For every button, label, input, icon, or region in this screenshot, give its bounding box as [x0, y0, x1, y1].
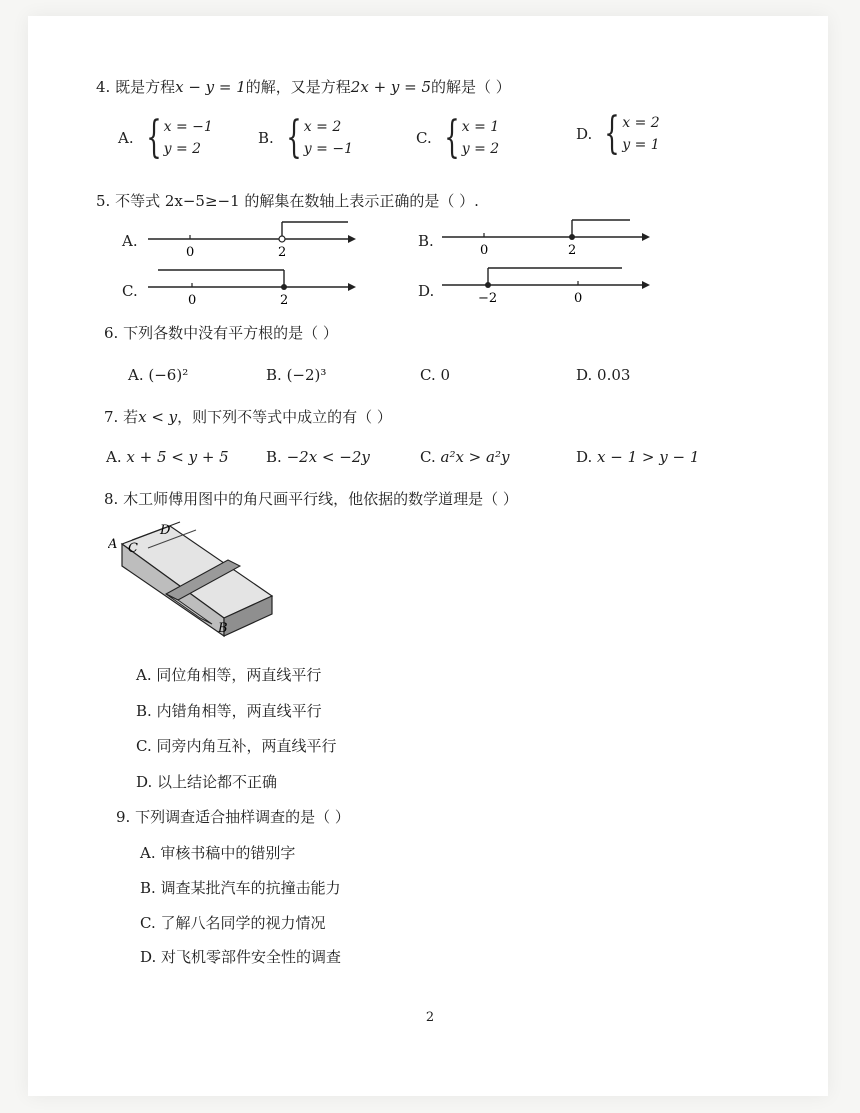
q5-option-d-numberline[interactable]: [442, 260, 662, 314]
q6-option-a-label: A.: [128, 366, 144, 384]
brace-icon: {: [145, 112, 162, 163]
question-8-stem: 8. 木工师傅用图中的角尺画平行线，他依据的数学道理是（ ）: [104, 490, 518, 508]
q8-option-c-text: 同旁内角互补，两直线平行: [156, 737, 337, 755]
q7-option-a[interactable]: [106, 448, 229, 466]
q9-option-d[interactable]: [140, 946, 341, 967]
brace-icon: {: [604, 108, 620, 159]
q4-option-a[interactable]: [118, 112, 213, 163]
q5a-tick-0: 0: [186, 245, 195, 260]
q5b-tick-0: 0: [480, 243, 489, 258]
q5c-tick-2: 2: [280, 293, 289, 308]
q6-option-c-label: C.: [420, 366, 436, 384]
q4-stem-suffix: 的解是（ ）: [431, 78, 511, 96]
q8-option-d[interactable]: [136, 771, 277, 792]
q9-option-d-text: 对飞机零部件安全性的调查: [161, 948, 342, 966]
figure-label-d: D: [160, 523, 171, 538]
q4-option-b[interactable]: [258, 112, 353, 163]
q9-option-a-label: A.: [140, 844, 156, 862]
q7-option-b[interactable]: [266, 448, 370, 466]
q7-option-d[interactable]: [576, 448, 699, 466]
question-9-stem: 9. 下列调查适合抽样调查的是（ ）: [116, 808, 350, 826]
q4-option-d-label: D.: [576, 125, 593, 143]
q5d-tick-0: 0: [574, 291, 583, 306]
q4-stem-prefix: 4. 既是方程: [96, 78, 176, 96]
q5-option-c-label[interactable]: C.: [122, 282, 138, 300]
question-4-stem: [96, 76, 511, 97]
q7-option-c[interactable]: [420, 448, 509, 466]
q6-option-b[interactable]: [266, 366, 326, 384]
question-6-stem: 6. 下列各数中没有平方根的是（ ）: [104, 324, 338, 342]
q4-equation-2: 2x + y = 5: [350, 78, 432, 96]
q6-option-c-text: 0: [440, 366, 451, 384]
q4-option-a-line1: x = −1: [163, 119, 213, 135]
q7-option-b-label: B.: [266, 448, 282, 466]
q7-option-a-text: x + 5 < y + 5: [126, 448, 229, 466]
q4-option-a-label: A.: [118, 129, 134, 147]
q5d-tick-neg2: −2: [478, 291, 498, 306]
q6-option-b-label: B.: [266, 366, 282, 384]
q8-option-d-text: 以上结论都不正确: [157, 773, 278, 791]
q8-option-c-label: C.: [136, 737, 152, 755]
q8-option-c[interactable]: [136, 735, 337, 756]
q9-option-c-label: C.: [140, 914, 156, 932]
q7-stem-suffix: ，则下列不等式中成立的有（ ）: [177, 408, 392, 426]
q4-option-b-line2: y = −1: [303, 141, 353, 157]
figure-label-c: C: [128, 541, 138, 556]
q9-option-c[interactable]: [140, 912, 326, 933]
q4-option-c-line2: y = 2: [461, 141, 500, 157]
q9-option-a-text: 审核书稿中的错别字: [160, 844, 296, 862]
q5-option-c-numberline[interactable]: [148, 262, 368, 316]
q7-condition: x < y: [138, 408, 178, 426]
q6-option-a[interactable]: [128, 366, 188, 384]
q9-option-d-label: D.: [140, 948, 157, 966]
q7-option-c-label: C.: [420, 448, 436, 466]
q4-option-d-line2: y = 1: [622, 137, 660, 153]
q5a-tick-2: 2: [278, 245, 287, 260]
q5b-tick-2: 2: [568, 243, 577, 258]
q7-option-d-text: x − 1 > y − 1: [597, 448, 700, 466]
q6-option-d-text: 0.03: [597, 366, 631, 384]
figure-label-b: B: [218, 621, 228, 636]
figure-label-a: A: [108, 537, 118, 552]
q8-option-a-text: 同位角相等，两直线平行: [156, 666, 322, 684]
question-7-stem: [104, 406, 392, 427]
q5-option-b-label[interactable]: B.: [418, 232, 434, 250]
q4-option-d-line1: x = 2: [622, 115, 660, 131]
question-5-stem: 5. 不等式 2x−5≥−1 的解集在数轴上表示正确的是（ ）.: [96, 192, 479, 210]
q9-option-b-text: 调查某批汽车的抗撞击能力: [160, 879, 341, 897]
q5-option-a-numberline[interactable]: [148, 214, 368, 268]
page-number: 2: [425, 1010, 435, 1025]
q4-equation-1: x − y = 1: [175, 78, 246, 96]
q6-option-c[interactable]: [420, 366, 450, 384]
q4-option-b-label: B.: [258, 129, 274, 147]
q8-option-b[interactable]: [136, 700, 322, 721]
q6-option-b-text: (−2)³: [286, 366, 327, 384]
q8-option-b-label: B.: [136, 702, 152, 720]
q9-option-b[interactable]: [140, 877, 341, 898]
q8-option-d-label: D.: [136, 773, 153, 791]
q4-stem-mid: 的解，又是方程: [245, 78, 351, 96]
q5-option-b-numberline[interactable]: [442, 212, 662, 266]
q8-carpenter-square-figure: [108, 518, 278, 642]
q8-option-b-text: 内错角相等，两直线平行: [156, 702, 322, 720]
q4-option-c-label: C.: [416, 129, 432, 147]
q4-option-c[interactable]: [416, 112, 500, 163]
q7-stem-prefix: 7. 若: [104, 408, 139, 426]
q8-option-a-label: A.: [136, 666, 152, 684]
q4-option-a-line2: y = 2: [163, 141, 202, 157]
q5-option-d-label[interactable]: D.: [418, 282, 435, 300]
q6-option-d-label: D.: [576, 366, 593, 384]
q6-option-d[interactable]: [576, 366, 630, 384]
q5c-tick-0: 0: [188, 293, 197, 308]
q6-option-a-text: (−6)²: [148, 366, 189, 384]
q9-option-a[interactable]: [140, 842, 295, 863]
q9-option-b-label: B.: [140, 879, 156, 897]
brace-icon: {: [286, 112, 302, 163]
q4-option-b-line1: x = 2: [303, 119, 342, 135]
q4-option-c-line1: x = 1: [461, 119, 500, 135]
brace-icon: {: [444, 112, 460, 163]
q7-option-b-text: −2x < −2y: [286, 448, 370, 466]
q5-option-a-label[interactable]: A.: [122, 232, 138, 250]
q4-option-d[interactable]: [576, 108, 660, 159]
q7-option-c-text: a²x > a²y: [440, 448, 510, 466]
q9-option-c-text: 了解八名同学的视力情况: [160, 914, 326, 932]
q7-option-d-label: D.: [576, 448, 593, 466]
q8-option-a[interactable]: [136, 664, 321, 685]
q7-option-a-label: A.: [106, 448, 122, 466]
